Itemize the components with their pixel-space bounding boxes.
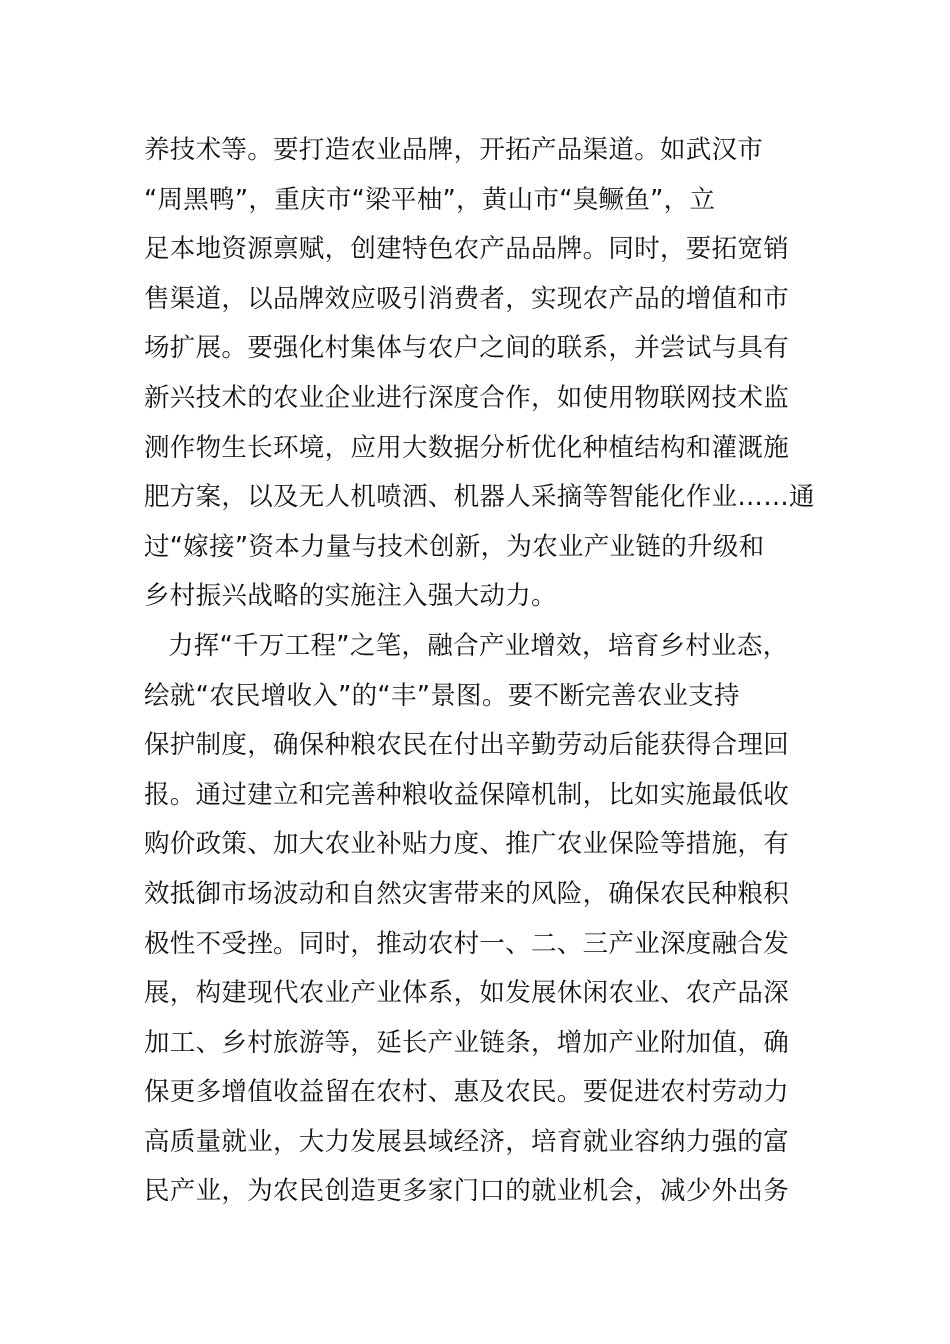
text-line: 加工、乡村旅游等，延长产业链条，增加产业附加值，确 [144, 1027, 790, 1058]
text-line: 购价政策、加大农业补贴力度、推广农业保险等措施，有 [144, 829, 790, 860]
text-line: 报。通过建立和完善种粮收益保障机制，比如实施最低收 [144, 779, 790, 810]
text-line: 足本地资源禀赋，创建特色农产品品牌。同时，要拓宽销 [144, 234, 790, 265]
text-line: 测作物生长环境，应用大数据分析优化种植结构和灌溉施 [144, 432, 790, 463]
text-line: 新兴技术的农业企业进行深度合作，如使用物联网技术监 [144, 382, 790, 413]
text-line: 保护制度，确保种粮农民在付出辛勤劳动后能获得合理回 [144, 730, 790, 761]
text-line: 养技术等。要打造农业品牌，开拓产品渠道。如武汉市 [144, 135, 764, 165]
text-line: “周黑鸭”，重庆市“梁平柚”，黄山市“臭鳜鱼”，立 [144, 184, 716, 215]
text-line: 乡村振兴战略的实施注入强大动力。 [144, 581, 557, 612]
text-line: 效抵御市场波动和自然灾害带来的风险，确保农民种粮积 [144, 878, 790, 909]
paragraph-start-line: 力挥“千万工程”之笔，融合产业增效，培育乡村业态， [168, 630, 789, 661]
text-line: 场扩展。要强化村集体与农户之间的联系，并尝试与具有 [144, 333, 790, 364]
text-line: 售渠道，以品牌效应吸引消费者，实现农产品的增值和市 [144, 283, 790, 314]
body-text [144, 126, 824, 1217]
text-line: 极性不受挫。同时，推动农村一、二、三产业深度融合发 [144, 928, 790, 959]
text-line: 过“嫁接”资本力量与技术创新，为农业产业链的升级和 [144, 531, 765, 562]
text-line: 肥方案，以及无人机喷洒、机器人采摘等智能化作业……通 [144, 482, 815, 513]
text-line: 高质量就业，大力发展县域经济，培育就业容纳力强的富 [144, 1126, 790, 1157]
text-line: 绘就“农民增收入”的“丰”景图。要不断完善农业支持 [144, 680, 740, 711]
text-line: 民产业，为农民创造更多家门口的就业机会，减少外出务 [144, 1176, 790, 1207]
text-line: 展，构建现代农业产业体系，如发展休闲农业、农产品深 [144, 978, 790, 1009]
text-line: 保更多增值收益留在农村、惠及农民。要促进农村劳动力 [144, 1077, 790, 1108]
